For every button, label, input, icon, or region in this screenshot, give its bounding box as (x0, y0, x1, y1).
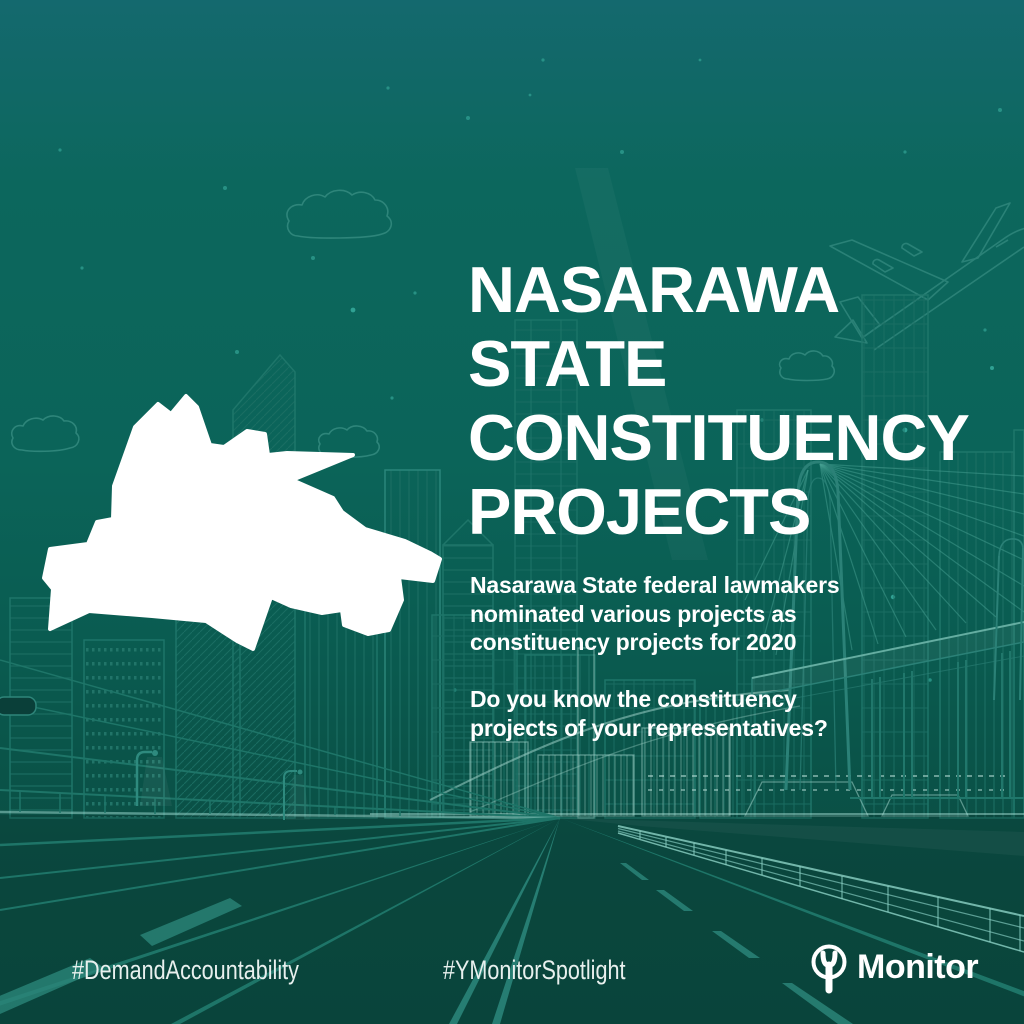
poster-title (468, 253, 969, 549)
intro-line: constituency projects for 2020 (470, 629, 797, 655)
intro-text (470, 571, 839, 657)
title-line: PROJECTS (468, 475, 811, 548)
question-line: Do you know the constituency (470, 686, 797, 712)
map-shape (44, 396, 440, 649)
intro-line: nominated various projects as (470, 600, 797, 627)
title-line: CONSTITUENCY (468, 401, 969, 474)
ymonitor-logo-icon (805, 938, 853, 996)
title-line: NASARAWA (468, 253, 840, 326)
question-text (470, 685, 828, 742)
intro-line: Nasarawa State federal lawmakers (470, 572, 840, 598)
title-line: STATE (468, 327, 667, 400)
question-line: projects of your representatives? (470, 714, 828, 741)
hashtag-demand-accountability: #DemandAccountability (72, 955, 299, 985)
hashtag-ymonitor-spotlight: #YMonitorSpotlight (443, 955, 626, 985)
brand-name: Monitor (857, 948, 979, 986)
